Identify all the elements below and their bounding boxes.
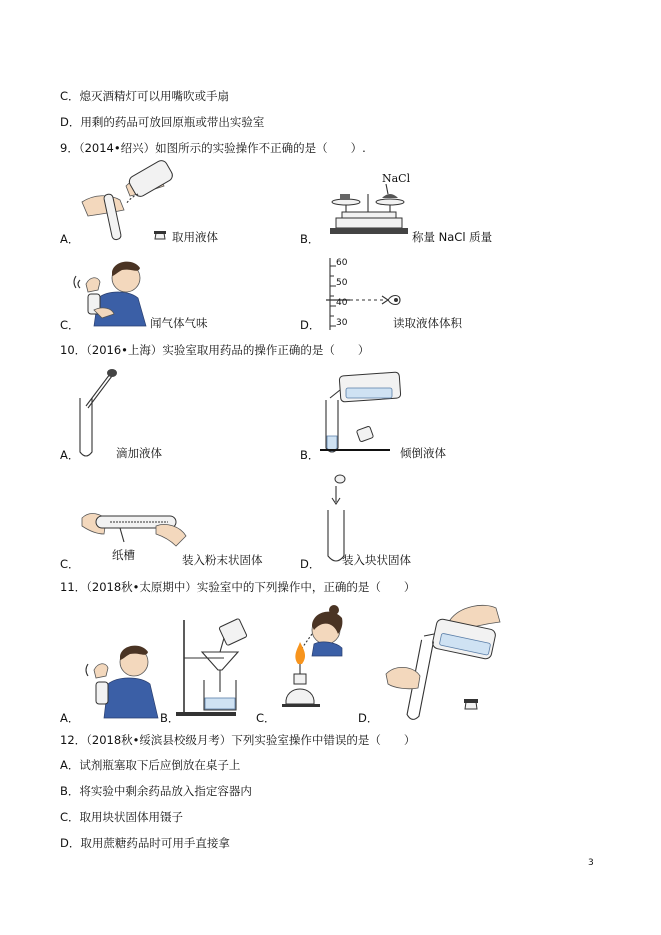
q11-option-a-letter: A． xyxy=(60,711,80,725)
q8-option-d: D．用剩的药品可放回原瓶或带出实验室 xyxy=(60,115,265,129)
q10-option-a-text: 滴加液体 xyxy=(116,446,162,460)
bottle-stopper-icon xyxy=(464,698,478,710)
q12-option-b: B．将实验中剩余药品放入指定容器内 xyxy=(60,784,252,798)
q11-a-smell-figure xyxy=(84,634,160,718)
q11-d-pour-tube-figure xyxy=(384,600,504,724)
q11-c-blow-lamp-figure xyxy=(282,604,352,716)
q10-option-c-text: 装入粉末状固体 xyxy=(182,553,263,567)
q9-option-a-letter: A． xyxy=(60,232,80,246)
cylinder-tick-30: 30 xyxy=(336,318,348,328)
cylinder-tick-60: 60 xyxy=(336,258,348,268)
q9-stem: 9．（2014•绍兴）如图所示的实验操作不正确的是（ ）. xyxy=(60,141,366,155)
q10-option-b-letter: B． xyxy=(300,448,320,462)
q12-stem: 12．（2018秋•绥滨县校级月考）下列实验室操作中错误的是（ ） xyxy=(60,733,416,747)
q11-option-d-letter: D． xyxy=(358,711,379,725)
q9-option-b-text: 称量 NaCl 质量 xyxy=(412,230,493,244)
q9-b-balance-figure xyxy=(326,168,410,240)
page-number: 3 xyxy=(588,858,594,868)
q9-option-b-letter: B． xyxy=(300,232,320,246)
q12-option-a: A．试剂瓶塞取下后应倒放在桌子上 xyxy=(60,758,241,772)
q9-a-pour-liquid-figure xyxy=(80,164,180,240)
bottle-stopper-icon xyxy=(154,230,166,240)
q10-b-pour-liquid-figure xyxy=(320,368,406,456)
q11-option-b-letter: B． xyxy=(160,711,180,725)
q9-c-smell-gas-figure xyxy=(72,254,152,326)
q10-option-d-letter: D． xyxy=(300,557,321,571)
nacl-label: NaCl xyxy=(382,172,411,185)
q9-option-c-text: 闻气体气味 xyxy=(150,316,208,330)
q12-option-d: D．取用蔗糖药品时可用手直接拿 xyxy=(60,836,230,850)
q12-option-c: C．取用块状固体用镊子 xyxy=(60,810,184,824)
paper-trough-label: 纸槽 xyxy=(112,548,135,562)
q10-stem: 10．（2016•上海）实验室取用药品的操作正确的是（ ） xyxy=(60,343,370,357)
q11-b-filtration-figure xyxy=(176,614,256,718)
q9-option-d-text: 读取液体体积 xyxy=(393,316,462,330)
q9-option-a-text: 取用液体 xyxy=(172,230,218,244)
q9-option-c-letter: C． xyxy=(60,318,80,332)
q9-option-d-letter: D． xyxy=(300,318,321,332)
q10-option-c-letter: C． xyxy=(60,557,80,571)
q10-c-paper-trough-figure xyxy=(80,500,190,550)
q8-option-c: C．熄灭酒精灯可以用嘴吹或手扇 xyxy=(60,89,230,103)
cylinder-tick-40: 40 xyxy=(336,298,348,308)
q11-stem: 11．（2018秋•太原期中）实验室中的下列操作中，正确的是（ ） xyxy=(60,580,416,594)
q11-option-c-letter: C． xyxy=(256,711,276,725)
q10-option-a-letter: A． xyxy=(60,448,80,462)
cylinder-tick-50: 50 xyxy=(336,278,348,288)
q10-option-b-text: 倾倒液体 xyxy=(400,446,446,460)
q10-option-d-text: 装入块状固体 xyxy=(342,553,411,567)
q10-a-dropper-figure xyxy=(78,368,118,460)
